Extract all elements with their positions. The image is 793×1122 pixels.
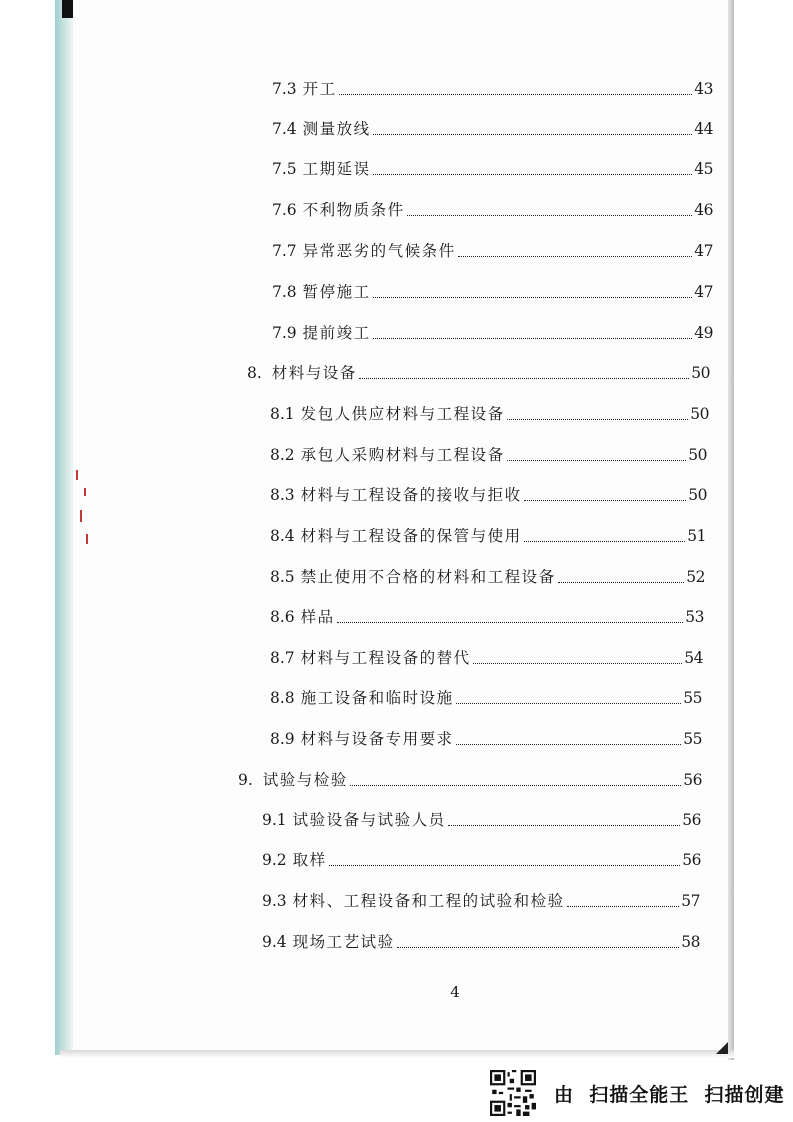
toc-entry-number: 8.1 (270, 405, 295, 423)
toc-entry (238, 766, 702, 790)
toc-leader-dots (373, 174, 693, 175)
toc-leader-dots (456, 703, 682, 704)
toc-entry-title: 现场工艺试验 (292, 933, 395, 951)
toc-leader-dots (359, 378, 689, 379)
toc-entry-page: 56 (683, 771, 702, 789)
toc-entry-number: 8.4 (270, 527, 295, 545)
toc-leader-dots (329, 865, 681, 866)
toc-entry-number: 8.7 (270, 649, 295, 667)
toc-entry-page: 50 (690, 405, 709, 423)
toc-entry (262, 806, 701, 830)
toc-entry (270, 603, 704, 627)
toc-entry-title: 暂停施工 (302, 283, 371, 301)
toc-entry-number: 9.2 (262, 851, 287, 869)
toc-entry (262, 928, 700, 952)
toc-entry-page: 47 (694, 283, 713, 301)
toc-entry (272, 278, 713, 302)
scan-right-edge (728, 0, 734, 1060)
toc-entry-title: 不利物质条件 (302, 201, 405, 219)
toc-entry (270, 725, 702, 749)
toc-entry-number: 9.4 (262, 933, 287, 951)
toc-entry-page: 50 (688, 486, 707, 504)
toc-leader-dots (456, 744, 682, 745)
toc-entry-page: 44 (694, 120, 713, 138)
toc-entry (272, 155, 713, 179)
toc-entry-page: 58 (681, 933, 700, 951)
toc-entry (272, 237, 713, 261)
toc-entry (270, 522, 706, 546)
toc-leader-dots (567, 906, 680, 907)
toc-entry-number: 9.1 (262, 811, 287, 829)
toc-entry-number: 8.2 (270, 446, 295, 464)
toc-entry-page: 43 (694, 80, 713, 98)
toc-leader-dots (524, 500, 687, 501)
toc-entry-number: 7.9 (272, 324, 297, 342)
toc-entry-number: 8.9 (270, 730, 295, 748)
toc-entry-page: 53 (685, 608, 704, 626)
toc-entry-number: 7.4 (272, 120, 297, 138)
toc-entry-title: 试验与检验 (262, 771, 348, 789)
toc-entry-title: 材料与工程设备的接收与拒收 (300, 486, 522, 504)
toc-entry-page: 55 (683, 689, 702, 707)
toc-entry-page: 52 (686, 568, 705, 586)
toc-entry-number: 7.5 (272, 160, 297, 178)
toc-entry-title: 提前竣工 (302, 324, 371, 342)
toc-entry-title: 测量放线 (302, 120, 371, 138)
toc-entry (270, 684, 702, 708)
toc-entry (262, 887, 700, 911)
toc-entry-title: 材料与工程设备的保管与使用 (300, 527, 522, 545)
toc-leader-dots (524, 541, 686, 542)
toc-entry-page: 56 (682, 851, 701, 869)
toc-entry (270, 644, 703, 668)
toc-entry-title: 材料与工程设备的替代 (300, 649, 471, 667)
toc-entry (270, 441, 707, 465)
toc-entry-title: 开工 (302, 80, 337, 98)
toc-entry-number: 8.5 (270, 568, 295, 586)
toc-entry-page: 56 (682, 811, 701, 829)
toc-entry-number: 7.7 (272, 242, 297, 260)
toc-entry (272, 75, 713, 99)
toc-leader-dots (397, 947, 680, 948)
toc-entry-number: 9. (238, 771, 253, 789)
toc-leader-dots (507, 419, 689, 420)
toc-entry-page: 47 (694, 242, 713, 260)
toc-entry-page: 50 (691, 364, 710, 382)
toc-entry-page: 50 (688, 446, 707, 464)
toc-entry (262, 846, 701, 870)
toc-entry-number: 7.3 (272, 80, 297, 98)
toc-entry-title: 材料与设备 (271, 364, 357, 382)
toc-leader-dots (373, 134, 693, 135)
toc-entry-title: 异常恶劣的气候条件 (302, 242, 456, 260)
toc-entry-title: 禁止使用不合格的材料和工程设备 (300, 568, 556, 586)
toc-leader-dots (448, 825, 681, 826)
toc-entry-page: 45 (694, 160, 713, 178)
toc-entry-number: 8. (247, 364, 262, 382)
toc-entry-number: 9.3 (262, 892, 287, 910)
toc-entry (272, 319, 713, 343)
toc-entry-number: 8.6 (270, 608, 295, 626)
toc-entry-title: 材料、工程设备和工程的试验和检验 (292, 892, 565, 910)
toc-entry-number: 7.8 (272, 283, 297, 301)
scan-left-edge (55, 0, 73, 1055)
toc-entry-page: 51 (687, 527, 706, 545)
toc-entry-number: 8.3 (270, 486, 295, 504)
toc-leader-dots (407, 215, 693, 216)
toc-entry (272, 115, 713, 139)
toc-leader-dots (350, 785, 681, 786)
toc-entry-title: 承包人采购材料与工程设备 (300, 446, 505, 464)
toc-leader-dots (507, 460, 687, 461)
toc-entry-title: 材料与设备专用要求 (300, 730, 454, 748)
toc-entry-page: 57 (681, 892, 700, 910)
toc-entry-page: 46 (694, 201, 713, 219)
toc-leader-dots (339, 94, 693, 95)
toc-leader-dots (373, 338, 693, 339)
toc-leader-dots (337, 622, 684, 623)
toc-entry-number: 8.8 (270, 689, 295, 707)
toc-leader-dots (373, 297, 693, 298)
toc-entry (270, 400, 709, 424)
page-bottom-shadow (60, 1050, 734, 1058)
toc-entry (270, 563, 705, 587)
toc-entry-title: 工期延误 (302, 160, 371, 178)
scanner-watermark (490, 1068, 784, 1118)
toc-entry-title: 发包人供应材料与工程设备 (300, 405, 505, 423)
toc-entry (270, 481, 707, 505)
toc-entry (247, 359, 710, 383)
toc-entry-page: 55 (683, 730, 702, 748)
toc-entry-title: 试验设备与试验人员 (292, 811, 446, 829)
watermark-text: 由 扫描全能王 扫描创建 (554, 1083, 785, 1106)
toc-leader-dots (458, 256, 693, 257)
toc-leader-dots (558, 582, 685, 583)
scan-corner-mark (716, 1042, 728, 1054)
toc-entry (272, 196, 713, 220)
toc-entry-number: 7.6 (272, 201, 297, 219)
toc-entry-title: 样品 (300, 608, 335, 626)
toc-leader-dots (473, 663, 683, 664)
qr-code-icon (490, 1070, 536, 1116)
page-number: 4 (450, 983, 460, 1001)
toc-entry-title: 施工设备和临时设施 (300, 689, 454, 707)
toc-entry-title: 取样 (292, 851, 327, 869)
toc-entry-page: 49 (694, 324, 713, 342)
toc-entry-page: 54 (684, 649, 703, 667)
